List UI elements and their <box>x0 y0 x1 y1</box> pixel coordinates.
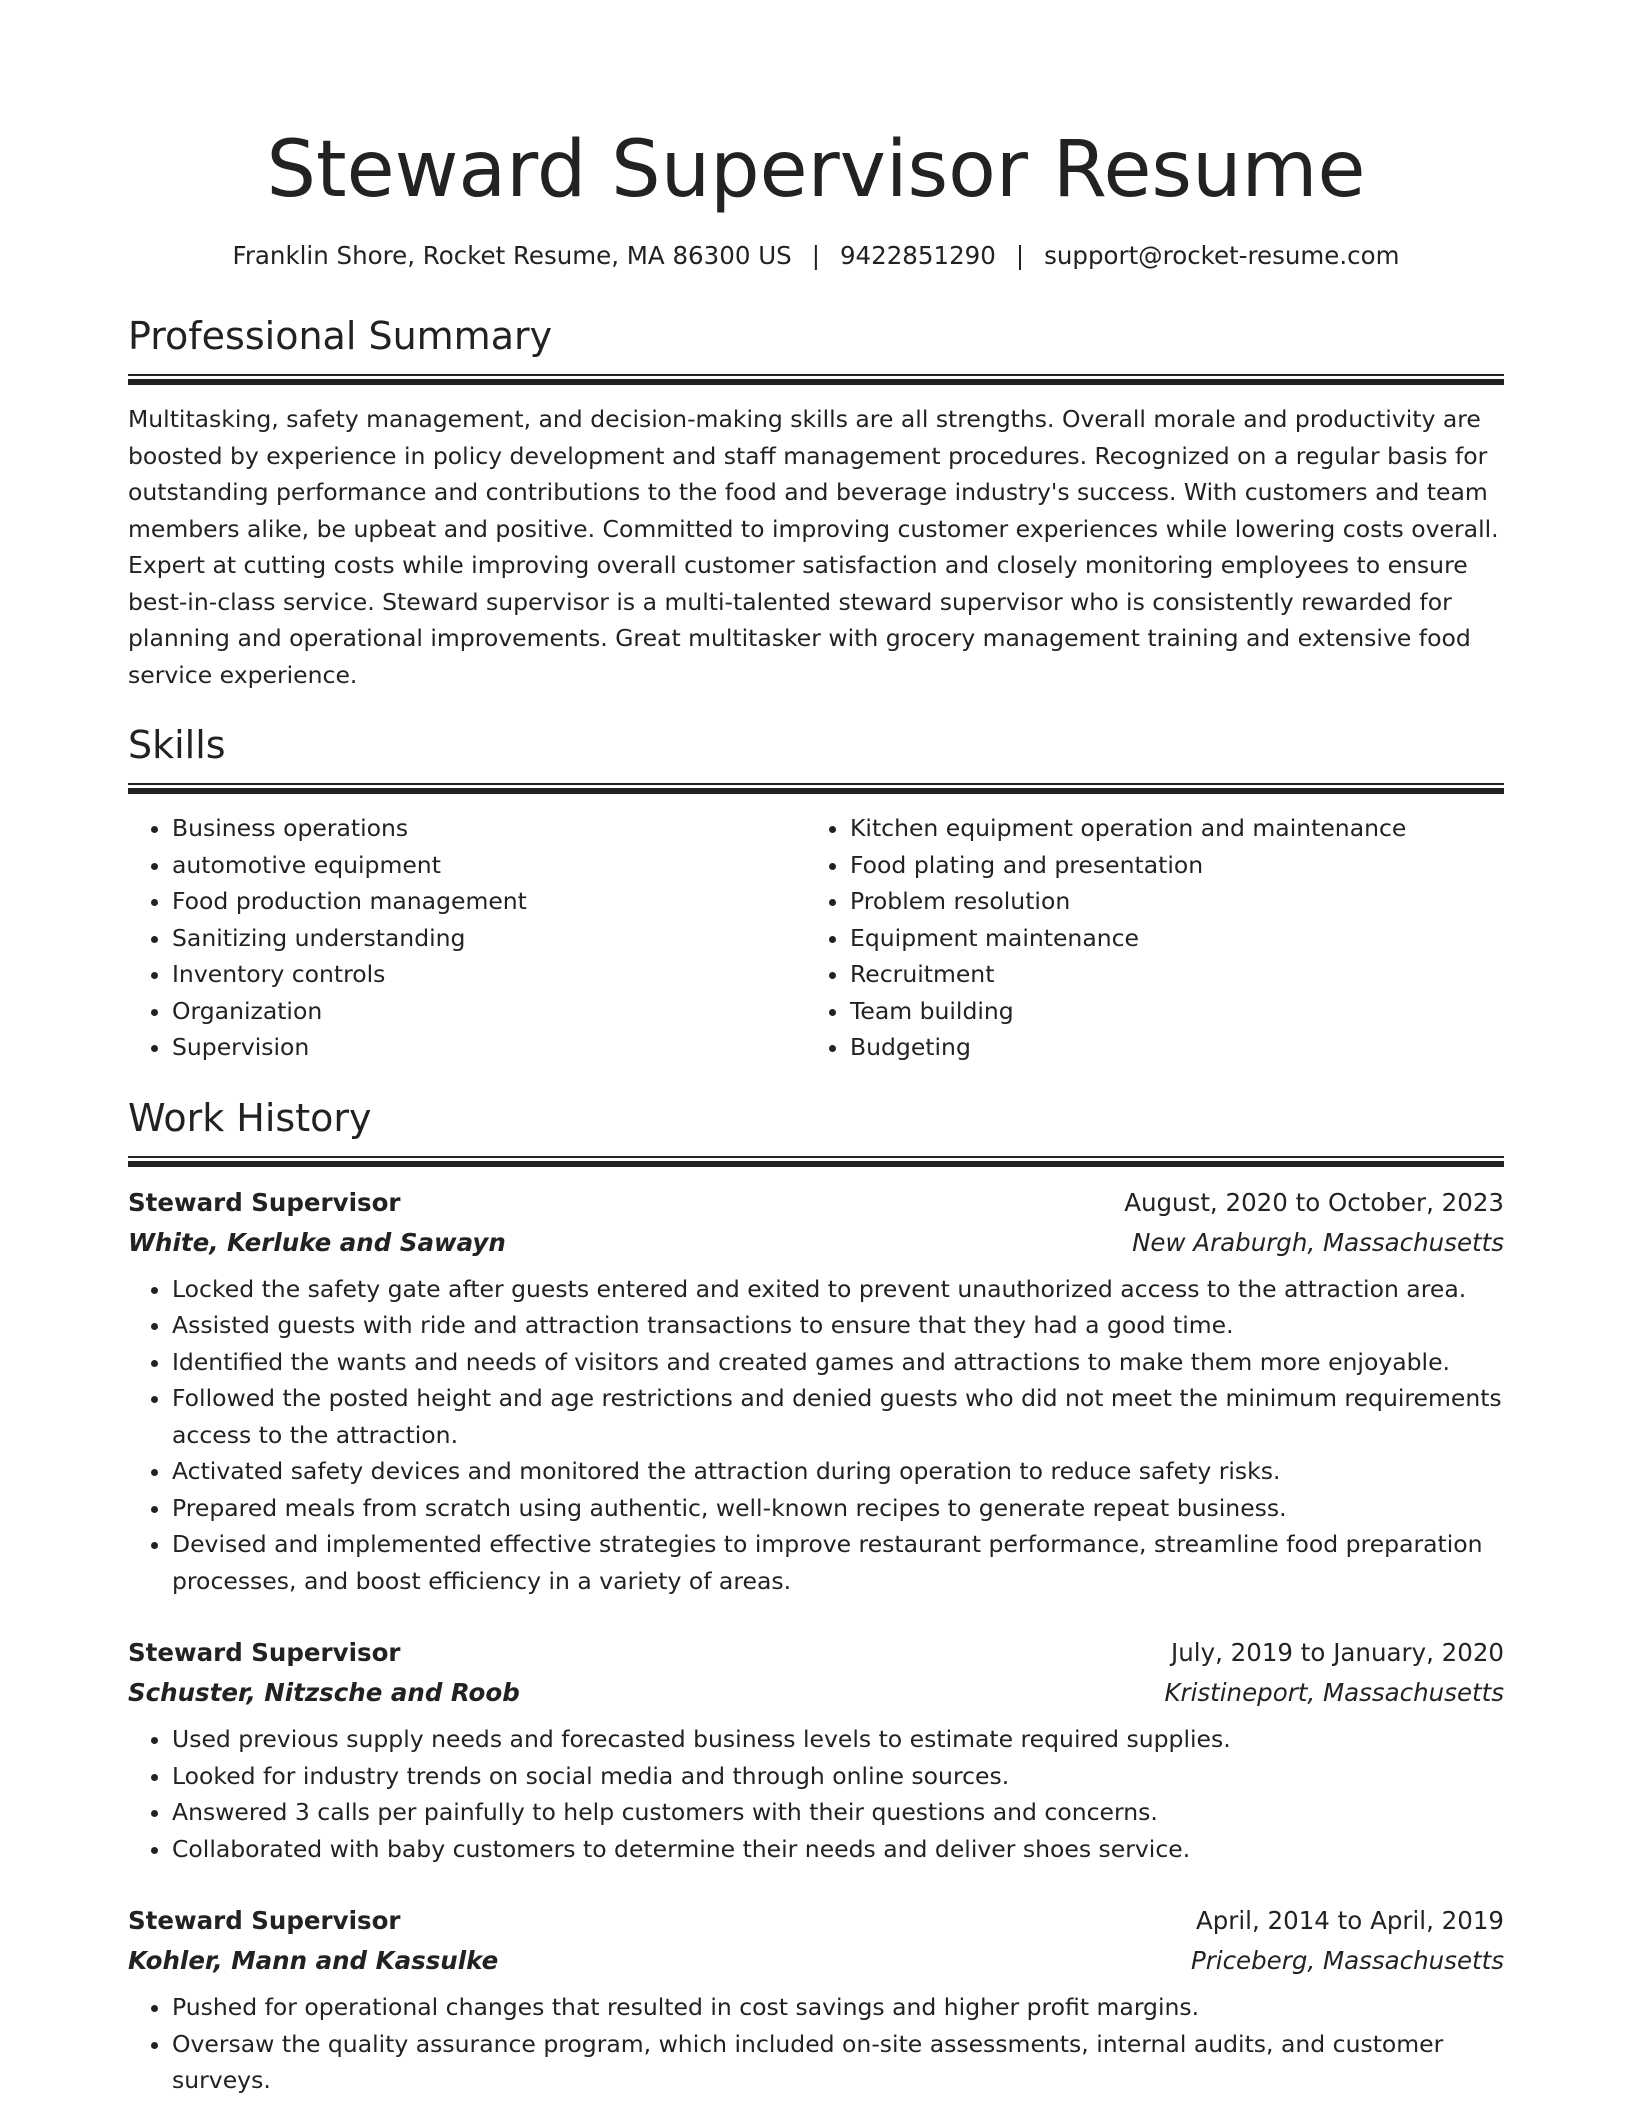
summary-section <box>128 312 1504 693</box>
job-company: White, Kerluke and Sawayn <box>128 1227 506 1257</box>
skill-item: • Business operations <box>172 810 806 847</box>
skill-item: • automotive equipment <box>172 847 806 884</box>
job-header-row <box>128 1901 1504 1941</box>
skills-heading: Skills <box>128 723 226 767</box>
skill-item: • Organization <box>172 993 806 1030</box>
job-bullet: • Assisted guests with ride and attraction transactions to ensure that they had a good time. <box>172 1307 1504 1344</box>
summary-heading: Professional Summary <box>128 314 553 358</box>
job-subheader-row <box>128 1941 1504 1981</box>
skill-item: • Recruitment <box>850 956 1484 993</box>
job-bullets <box>128 1271 1504 1600</box>
skill-item: • Supervision <box>172 1029 806 1066</box>
job-bullets <box>128 1721 1504 1867</box>
skill-item: • Food production management <box>172 883 806 920</box>
resume-title: Steward Supervisor Resume <box>266 125 1366 215</box>
contact-email[interactable]: support@rocket-resume.com <box>1044 241 1400 270</box>
section-divider <box>128 783 1504 794</box>
contact-separator: | <box>811 241 820 270</box>
summary-text: Multitasking, safety management, and decision-making skills are all strengths. Overall morale and productivity are boosted by experience in policy development and staff management procedures. Recognized on a regular basis for outstanding performance and contributions to the food and beverage industry's success. With customers and team members alike, be upbeat and positive. Committed to improving customer experiences while lowering costs overall. Expert at cutting costs while improving overall customer satisfaction and closely monitoring employees to ensure best-in-class service. Steward supervisor is a multi-talented steward supervisor who is consistently rewarded for planning and operational improvements. Great multitasker with grocery management training and extensive food service experience. <box>128 405 1499 689</box>
skill-item: • Problem resolution <box>850 883 1484 920</box>
skill-item: • Sanitizing understanding <box>172 920 806 957</box>
contact-phone: 9422851290 <box>839 241 996 270</box>
resume-page <box>128 0 1504 2099</box>
job-dates: April, 2014 to April, 2019 <box>1195 1906 1504 1935</box>
job-company: Schuster, Nitzsche and Roob <box>128 1678 520 1707</box>
job-entry <box>128 1183 1504 1600</box>
skill-item: • Kitchen equipment operation and maintenance <box>850 810 1484 847</box>
section-divider <box>128 374 1504 385</box>
skill-item: • Inventory controls <box>172 956 806 993</box>
job-bullet: • Looked for industry trends on social media and through online sources. <box>172 1758 1504 1795</box>
skills-section <box>128 721 1504 1066</box>
job-location: Priceberg, Massachusetts <box>1190 1946 1504 1975</box>
job-location: Kristineport, Massachusetts <box>1164 1678 1504 1707</box>
work-history-section <box>128 1094 1504 2099</box>
job-bullet: • Devised and implemented effective strategies to improve restaurant performance, streamline food preparation processes, and boost efficiency in a variety of areas. <box>172 1526 1504 1599</box>
job-bullet: • Pushed for operational changes that resulted in cost savings and higher profit margins. <box>172 1989 1504 2026</box>
skill-item: • Food plating and presentation <box>850 847 1484 884</box>
job-title: Steward Supervisor <box>128 1187 401 1217</box>
skills-list-left <box>128 810 806 1066</box>
job-company: Kohler, Mann and Kassulke <box>128 1946 499 1975</box>
job-dates: July, 2019 to January, 2020 <box>1171 1638 1504 1667</box>
job-bullet: • Locked the safety gate after guests entered and exited to prevent unauthorized access to the attraction area. <box>172 1271 1504 1308</box>
skills-list-right <box>806 810 1484 1066</box>
job-bullets <box>128 1989 1504 2099</box>
skills-columns <box>128 810 1504 1066</box>
skill-item: • Team building <box>850 993 1484 1030</box>
contact-line <box>128 240 1504 272</box>
job-header-row <box>128 1183 1504 1223</box>
job-bullet: • Identified the wants and needs of visitors and created games and attractions to make them more enjoyable. <box>172 1344 1504 1381</box>
contact-address: Franklin Shore, Rocket Resume, MA 86300 US <box>232 241 792 270</box>
job-bullet: • Followed the posted height and age restrictions and denied guests who did not meet the minimum requirements access to the attraction. <box>172 1380 1504 1453</box>
job-bullet: • Answered 3 calls per painfully to help customers with their questions and concerns. <box>172 1794 1504 1831</box>
job-title: Steward Supervisor <box>128 1638 401 1667</box>
skill-item: • Equipment maintenance <box>850 920 1484 957</box>
job-bullet: • Collaborated with baby customers to determine their needs and deliver shoes service. <box>172 1831 1504 1868</box>
job-subheader-row <box>128 1673 1504 1713</box>
job-subheader-row <box>128 1223 1504 1263</box>
work-history-heading: Work History <box>128 1095 372 1140</box>
job-entry <box>128 1633 1504 1867</box>
job-entry <box>128 1901 1504 2099</box>
job-bullet: • Prepared meals from scratch using authentic, well-known recipes to generate repeat business. <box>172 1490 1504 1527</box>
skill-item: • Budgeting <box>850 1029 1484 1066</box>
job-bullet: • Oversaw the quality assurance program, which included on-site assessments, internal audits, and customer surveys. <box>172 2026 1504 2099</box>
section-divider <box>128 1156 1504 1167</box>
job-bullet: • Activated safety devices and monitored the attraction during operation to reduce safety risks. <box>172 1453 1504 1490</box>
job-title: Steward Supervisor <box>128 1906 401 1935</box>
job-dates: August, 2020 to October, 2023 <box>1124 1187 1504 1217</box>
contact-separator: | <box>1015 241 1025 270</box>
job-location: New Araburgh, Massachusetts <box>1132 1227 1504 1257</box>
job-header-row <box>128 1633 1504 1673</box>
job-bullet: • Used previous supply needs and forecasted business levels to estimate required supplies. <box>172 1721 1504 1758</box>
